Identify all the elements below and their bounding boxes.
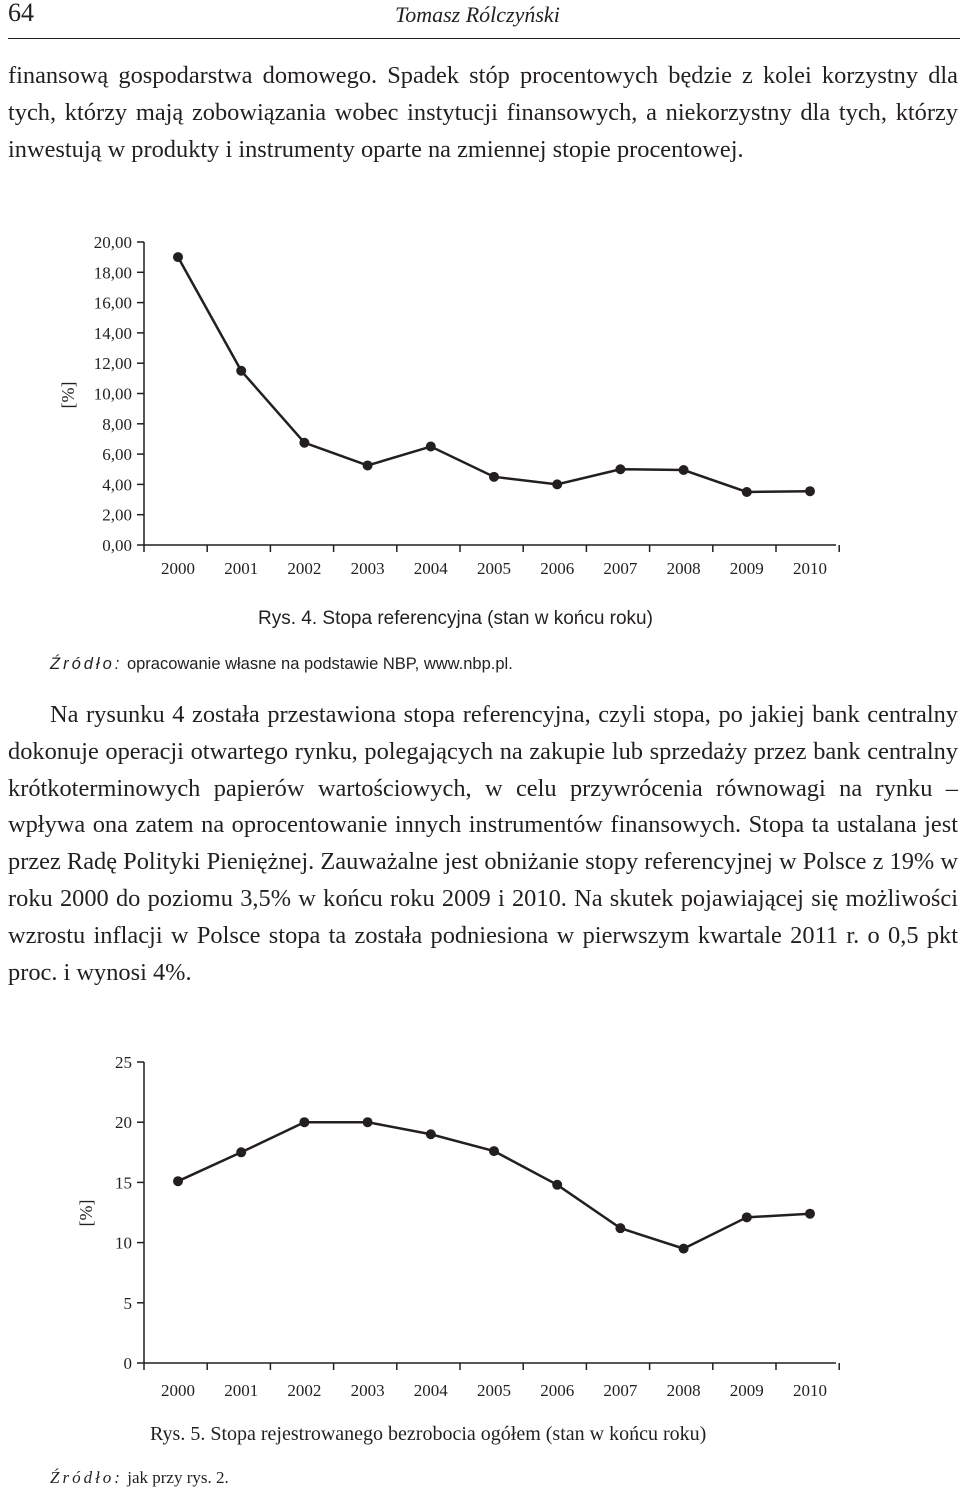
- running-head-author: Tomasz Rólczyński: [395, 2, 560, 27]
- figure-4-source-text: opracowanie własne na podstawie NBP, www.nbp.pl.: [122, 655, 513, 673]
- figure-4-caption: Rys. 4. Stopa referencyjna (stan w końcu roku): [258, 608, 653, 629]
- data-point: [426, 1129, 436, 1139]
- y-tick-label: 12,00: [93, 354, 132, 374]
- x-tick-label: 2010: [793, 1381, 827, 1400]
- data-point: [236, 366, 246, 376]
- paragraph-intro: finansową gospodarstwa domowego. Spadek stóp procentowych będzie z kolei korzystny dla tych, którzy mają zobowiązania wobec instytucji finansowych, a niekorzystny dla tych, którzy inwestują w produkty i instrumenty oparte na zmiennej stopie procentowej.: [8, 62, 958, 163]
- x-tick-label: 2007: [603, 1381, 638, 1400]
- data-point: [679, 465, 689, 475]
- data-point: [552, 479, 562, 489]
- x-tick-label: 2003: [350, 559, 385, 578]
- data-point: [742, 487, 752, 497]
- x-tick-label: 2007: [603, 559, 638, 578]
- y-tick-label: 10,00: [93, 384, 132, 404]
- y-axis-label: [%]: [76, 1199, 96, 1227]
- x-tick-label: 2010: [793, 559, 827, 578]
- data-point: [805, 486, 815, 496]
- series-line: [178, 1122, 810, 1248]
- y-tick-label: 18,00: [93, 263, 132, 283]
- figure-5-source-label: Źródło:: [50, 1468, 123, 1487]
- y-tick-label: 8,00: [102, 414, 132, 434]
- x-tick-label: 2009: [729, 559, 764, 578]
- paragraph-body: Na rysunku 4 została przestawiona stopa referencyjna, czyli stopa, po jakiej bank centralny dokonuje operacji otwartego rynku, polegających na zakupie lub sprzedaży przez bank centralny krótkoterminowych papierów wartościowych, w celu przywrócenia równowagi na rynku – wpływa ona zatem na oprocentowanie innych instrumentów finansowych. Stopa ta ustalana jest przez Radę Polityki Pieniężnej. Zauważalne jest obniżanie stopy referencyjnej w Polsce z 19% w roku 2000 do poziomu 3,5% w końcu roku 2009 i 2010. Na skutek pojawiającej się możliwości wzrostu inflacji w Polsce stopa ta została podniesiona w pierwszym kwartale 2011 r. o 0,5 pkt proc. i wynosi 4%.: [8, 701, 958, 986]
- y-tick-label: 6,00: [102, 445, 132, 465]
- series-line: [178, 257, 810, 492]
- data-point: [363, 460, 373, 470]
- data-point: [236, 1147, 246, 1157]
- y-tick-label: 0: [123, 1354, 132, 1373]
- figure-5-source-text: jak przy rys. 2.: [122, 1468, 229, 1487]
- data-point: [679, 1244, 689, 1254]
- data-point: [615, 464, 625, 474]
- y-tick-label: 14,00: [93, 323, 132, 343]
- y-tick-label: 2,00: [102, 505, 132, 525]
- x-tick-label: 2008: [666, 1381, 701, 1400]
- x-tick-label: 2009: [729, 1381, 764, 1400]
- figure-4-source: [50, 655, 513, 674]
- x-tick-label: 2006: [540, 559, 575, 578]
- x-tick-label: 2001: [224, 1381, 259, 1400]
- figure-5-caption: Rys. 5. Stopa rejestrowanego bezrobocia ogółem (stan w końcu roku): [150, 1423, 707, 1445]
- figure-4-source-label: Źródło:: [50, 655, 123, 673]
- x-tick-label: 2000: [161, 1381, 195, 1400]
- x-tick-label: 2004: [413, 1381, 448, 1400]
- x-tick-label: 2008: [666, 559, 701, 578]
- header-rule: [8, 38, 960, 39]
- y-tick-label: 15: [115, 1173, 132, 1193]
- x-tick-label: 2004: [413, 559, 448, 578]
- data-point: [363, 1117, 373, 1127]
- y-tick-label: 16,00: [93, 293, 132, 313]
- page-header: [0, 0, 960, 38]
- x-tick-label: 2003: [350, 1381, 385, 1400]
- y-tick-label: 0,00: [102, 536, 132, 555]
- x-tick-label: 2006: [540, 1381, 575, 1400]
- y-axis-label: [%]: [58, 381, 78, 409]
- data-point: [742, 1212, 752, 1222]
- data-point: [173, 252, 183, 262]
- data-point: [615, 1223, 625, 1233]
- page-number: 64: [8, 0, 34, 27]
- data-point: [489, 472, 499, 482]
- y-tick-label: 5: [123, 1293, 132, 1313]
- x-tick-label: 2001: [224, 559, 259, 578]
- data-point: [805, 1209, 815, 1219]
- x-tick-label: 2005: [477, 559, 511, 578]
- data-point: [489, 1146, 499, 1156]
- data-point: [299, 438, 309, 448]
- y-tick-label: 20: [115, 1113, 132, 1133]
- data-point: [173, 1176, 183, 1186]
- figure-4-chart: [0, 230, 960, 580]
- y-tick-label: 25: [115, 1053, 132, 1072]
- x-tick-label: 2000: [161, 559, 195, 578]
- figure-5-svg: [0, 1050, 960, 1400]
- figure-4-svg: [0, 230, 960, 580]
- data-point: [299, 1117, 309, 1127]
- data-point: [426, 442, 436, 452]
- data-point: [552, 1180, 562, 1190]
- y-tick-label: 10: [115, 1233, 132, 1253]
- y-tick-label: 4,00: [102, 475, 132, 495]
- figure-5-chart: [0, 1050, 960, 1400]
- x-tick-label: 2002: [287, 559, 322, 578]
- x-tick-label: 2005: [477, 1381, 511, 1400]
- figure-5-source: [50, 1468, 229, 1488]
- x-tick-label: 2002: [287, 1381, 322, 1400]
- y-tick-label: 20,00: [93, 233, 132, 252]
